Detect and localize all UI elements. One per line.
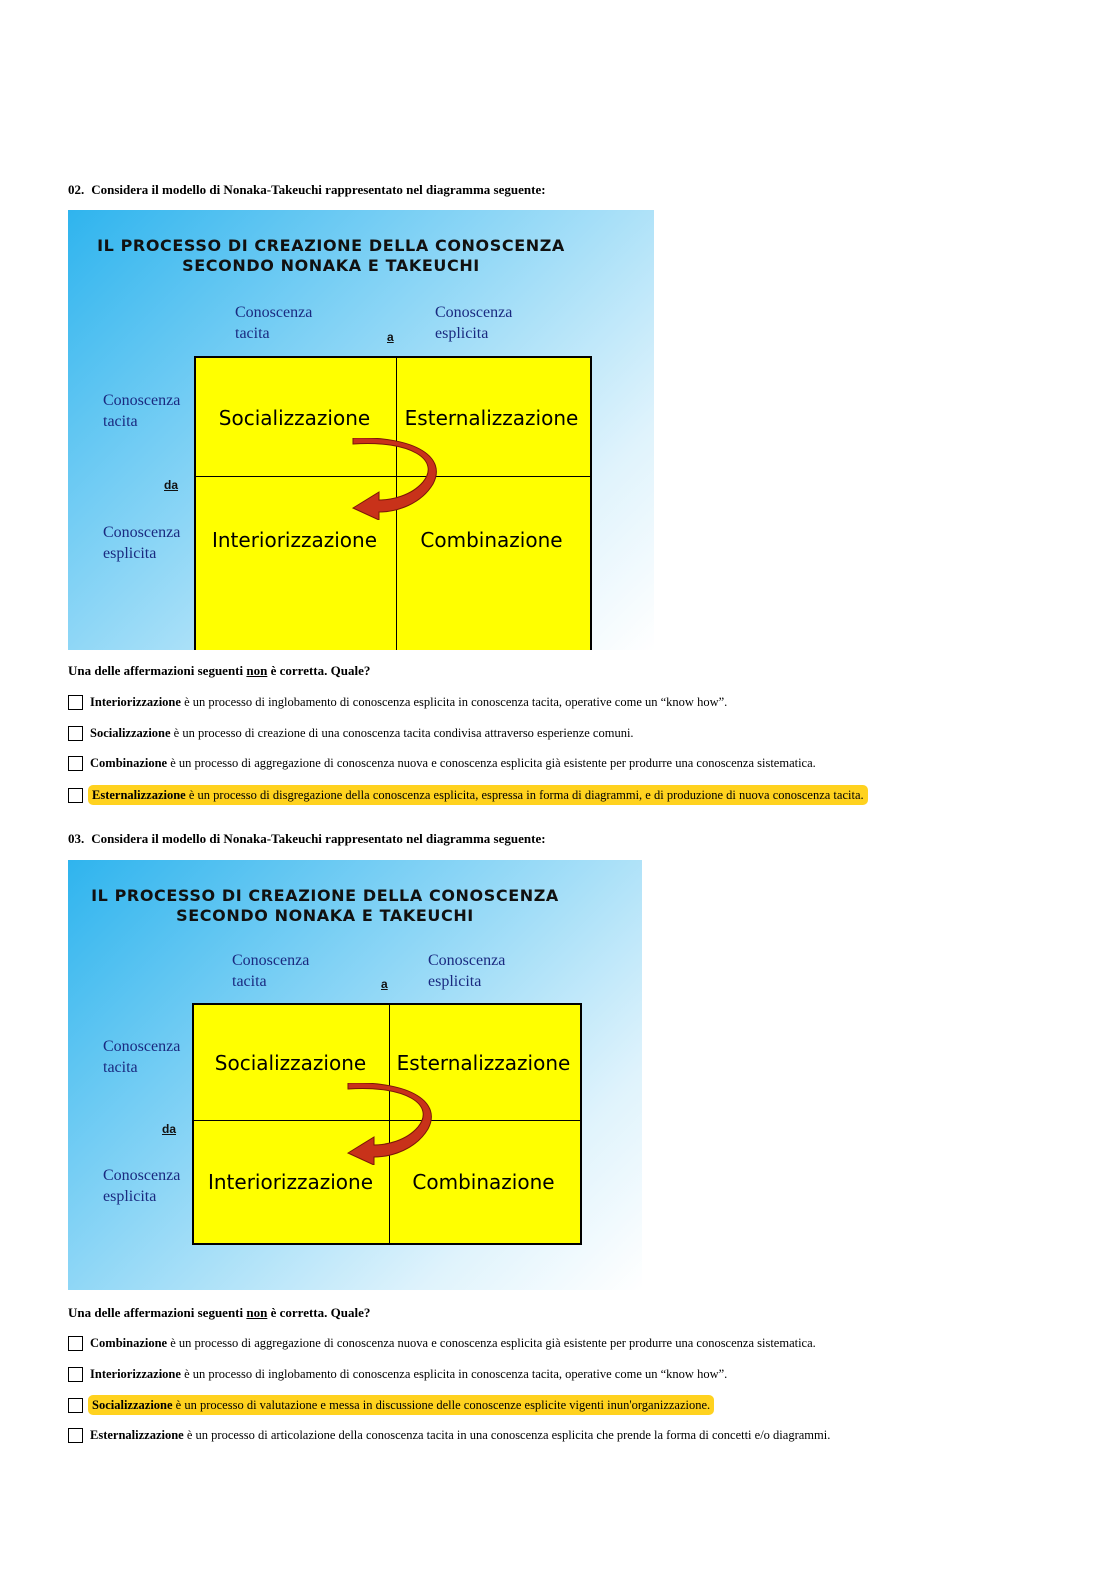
prompt-post: è corretta. Quale? xyxy=(267,663,371,678)
answer-option[interactable] xyxy=(68,754,818,772)
cell-combinazione: Combinazione xyxy=(412,1170,555,1194)
answer-text xyxy=(88,1365,729,1383)
answer-option-highlighted[interactable] xyxy=(68,1395,714,1415)
cell-socializzazione: Socializzazione xyxy=(218,406,371,430)
col-label-explicit-line1: Conoscenza xyxy=(428,952,506,969)
diagram-title xyxy=(68,236,654,276)
col-label-explicit-line1: Conoscenza xyxy=(435,304,513,321)
row-label-explicit xyxy=(103,522,180,564)
matrix-grid xyxy=(194,356,592,650)
answer-text xyxy=(88,1334,818,1352)
question-title-text: Considera il modello di Nonaka-Takeuchi rappresentato nel diagramma seguente: xyxy=(91,182,546,197)
question-number: 03. xyxy=(68,831,85,846)
answer-description: è un processo di articolazione della conoscenza tacita in una conoscenza esplicita che prende la forma di concetti e/o diagrammi. xyxy=(183,1428,831,1442)
col-label-to: a xyxy=(387,330,394,344)
answer-option-highlighted[interactable] xyxy=(68,785,868,805)
answer-option[interactable] xyxy=(68,1334,818,1352)
answer-checkbox[interactable] xyxy=(68,1336,83,1351)
question-03-title xyxy=(68,831,546,847)
row-label-tacit xyxy=(103,1036,180,1078)
answer-term: Socializzazione xyxy=(90,726,171,740)
answer-term: Combinazione xyxy=(90,1336,168,1350)
answer-checkbox[interactable] xyxy=(68,726,83,741)
cell-interiorizzazione: Interiorizzazione xyxy=(207,1170,374,1194)
row-label-tacit xyxy=(103,390,180,432)
answer-option[interactable] xyxy=(68,693,729,711)
answer-description: è un processo di aggregazione di conoscenza nuova e conoscenza esplicita già esistente per produrre una conoscenza sistematica. xyxy=(167,756,816,770)
diagram-title-line1: IL PROCESSO DI CREAZIONE DELLA CONOSCENZA xyxy=(97,236,565,255)
answer-description: è un processo di inglobamento di conoscenza esplicita in conoscenza tacita, operative come un “know how”. xyxy=(180,1367,728,1381)
col-label-tacit xyxy=(232,950,309,992)
row-label-from: da xyxy=(162,1122,177,1136)
matrix-grid xyxy=(192,1003,582,1245)
row-label-tacit-line2: tacita xyxy=(103,1059,138,1076)
col-label-tacit-line1: Conoscenza xyxy=(235,304,313,321)
diagram-title xyxy=(68,886,642,926)
answer-text xyxy=(88,724,636,742)
prompt-post: è corretta. Quale? xyxy=(267,1305,371,1320)
row-label-explicit-line2: esplicita xyxy=(103,545,157,562)
question-number: 02. xyxy=(68,182,85,197)
cell-interiorizzazione: Interiorizzazione xyxy=(211,528,378,552)
answer-term: Esternalizzazione xyxy=(90,1428,184,1442)
col-label-to: a xyxy=(381,977,388,991)
question-03-prompt xyxy=(68,1305,370,1321)
answer-term: Combinazione xyxy=(90,756,168,770)
answer-checkbox[interactable] xyxy=(68,1398,83,1413)
diagram-title-line2: SECONDO NONAKA E TAKEUCHI xyxy=(182,256,480,275)
prompt-non: non xyxy=(246,663,268,678)
cycle-arrow-icon xyxy=(346,1083,436,1165)
col-label-explicit xyxy=(435,302,512,344)
answer-option[interactable] xyxy=(68,1365,729,1383)
answer-checkbox[interactable] xyxy=(68,695,83,710)
answer-text xyxy=(88,1426,832,1444)
question-02-prompt xyxy=(68,663,370,679)
answer-checkbox[interactable] xyxy=(68,1367,83,1382)
answer-text xyxy=(88,693,729,711)
answer-option[interactable] xyxy=(68,1426,832,1444)
row-label-tacit-line1: Conoscenza xyxy=(103,392,181,409)
answer-term: Interiorizzazione xyxy=(90,1367,181,1381)
prompt-non: non xyxy=(246,1305,268,1320)
answer-text xyxy=(88,785,868,805)
answer-term: Esternalizzazione xyxy=(92,788,186,802)
col-label-explicit-line2: esplicita xyxy=(435,325,489,342)
answer-text xyxy=(88,754,818,772)
row-label-explicit-line1: Conoscenza xyxy=(103,524,181,541)
row-label-explicit-line2: esplicita xyxy=(103,1188,157,1205)
answer-checkbox[interactable] xyxy=(68,756,83,771)
col-label-tacit-line2: tacita xyxy=(232,973,267,990)
answer-description: è un processo di valutazione e messa in discussione delle conoscenze esplicite vigenti inun'organizzazione. xyxy=(172,1398,711,1412)
diagram-title-line2: SECONDO NONAKA E TAKEUCHI xyxy=(176,906,474,925)
col-label-tacit xyxy=(235,302,312,344)
answer-term: Interiorizzazione xyxy=(90,695,181,709)
diagram-title-line1: IL PROCESSO DI CREAZIONE DELLA CONOSCENZA xyxy=(91,886,559,905)
row-label-from: da xyxy=(164,478,179,492)
row-label-tacit-line1: Conoscenza xyxy=(103,1038,181,1055)
answer-checkbox[interactable] xyxy=(68,788,83,803)
cycle-arrow-icon xyxy=(351,438,441,520)
col-label-tacit-line1: Conoscenza xyxy=(232,952,310,969)
nonaka-diagram-02 xyxy=(68,210,654,650)
col-label-explicit-line2: esplicita xyxy=(428,973,482,990)
row-label-tacit-line2: tacita xyxy=(103,413,138,430)
question-02-title xyxy=(68,182,546,198)
answer-description: è un processo di disgregazione della conoscenza esplicita, espressa in forma di diagrammi, e di produzione di nuova conoscenza tacita. xyxy=(185,788,864,802)
answer-checkbox[interactable] xyxy=(68,1428,83,1443)
row-label-explicit xyxy=(103,1165,180,1207)
prompt-pre: Una delle affermazioni seguenti xyxy=(68,663,247,678)
answer-option[interactable] xyxy=(68,724,636,742)
col-label-explicit xyxy=(428,950,505,992)
answer-description: è un processo di creazione di una conoscenza tacita condivisa attraverso esperienze comuni. xyxy=(170,726,634,740)
row-label-explicit-line1: Conoscenza xyxy=(103,1167,181,1184)
answer-text xyxy=(88,1395,714,1415)
col-label-tacit-line2: tacita xyxy=(235,325,270,342)
answer-description: è un processo di inglobamento di conoscenza esplicita in conoscenza tacita, operative come un “know how”. xyxy=(180,695,728,709)
answer-term: Socializzazione xyxy=(92,1398,173,1412)
cell-esternalizzazione: Esternalizzazione xyxy=(396,1051,571,1075)
prompt-pre: Una delle affermazioni seguenti xyxy=(68,1305,247,1320)
cell-combinazione: Combinazione xyxy=(420,528,563,552)
nonaka-diagram-03 xyxy=(68,860,642,1290)
answer-description: è un processo di aggregazione di conoscenza nuova e conoscenza esplicita già esistente per produrre una conoscenza sistematica. xyxy=(167,1336,816,1350)
question-title-text: Considera il modello di Nonaka-Takeuchi rappresentato nel diagramma seguente: xyxy=(91,831,546,846)
cell-esternalizzazione: Esternalizzazione xyxy=(404,406,579,430)
cell-socializzazione: Socializzazione xyxy=(214,1051,367,1075)
